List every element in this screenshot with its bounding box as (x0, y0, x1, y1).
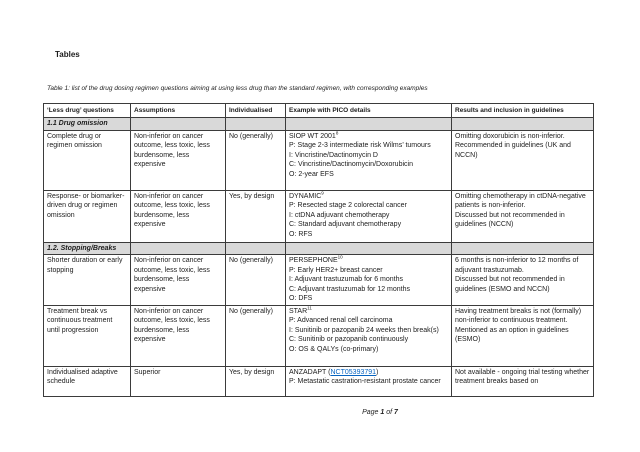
page-footer (310, 409, 450, 416)
trial-line (289, 192, 448, 202)
pico-line: I: Adjuvant trastuzumab for 6 months (289, 276, 404, 283)
column-header-results: Results and inclusion in guidelines (452, 104, 594, 118)
cell-example (286, 130, 452, 190)
nct-trial-link[interactable]: NCT05393791 (330, 368, 377, 376)
cell-example (286, 366, 452, 396)
results-text: Discussed but not recommended in guidelines (ESMO and NCCN) (455, 276, 565, 293)
trial-name-suffix: ) (376, 368, 379, 376)
cell-assumptions: Non-inferior on cancer outcome, less toxic, less burdensome, less expensive (131, 305, 226, 366)
cell-results (452, 255, 594, 306)
results-text: Omitting chemotherapy in ctDNA-negative patients is non-inferior. (455, 192, 586, 209)
cell-question: Response- or biomarker-driven drug or regimen omission (44, 190, 131, 242)
pico-line: I: ctDNA adjuvant chemotherapy (289, 211, 390, 219)
section-row-stopping-breaks (44, 242, 594, 255)
empty-cell (286, 118, 452, 131)
column-header-individualised: Individualised (226, 104, 286, 118)
cell-assumptions: Superior (131, 366, 226, 396)
table-row (44, 255, 594, 306)
cell-results (452, 366, 594, 396)
table-row (44, 190, 594, 242)
section-title: 1.2. Stopping/Breaks (44, 242, 131, 255)
pico-line: O: RFS (289, 230, 313, 238)
pico-line: I: Sunitinib or pazopanib 24 weeks then break(s) (289, 326, 439, 334)
pico-line: O: 2-year EFS (289, 170, 334, 178)
table-caption: Table 1: list of the drug dosing regimen questions aiming at using less drug than the standard regimen, with corresponding examples (47, 85, 428, 92)
pico-line: C: Vincristine/Dactinomycin/Doxorubicin (289, 161, 413, 168)
footer-of-word: of (386, 409, 393, 416)
cell-assumptions: Non-inferior on cancer outcome, less toxic, less burdensome, less expensive (131, 130, 226, 190)
results-text: Not available - ongoing trial testing whether treatment breaks based on (455, 368, 590, 385)
reference-superscript: 9 (321, 190, 324, 196)
column-header-assumptions: Assumptions (131, 104, 226, 118)
column-header-example: Example with PICO details (286, 104, 452, 118)
empty-cell (452, 118, 594, 131)
document-heading: Tables (55, 50, 80, 59)
pico-line: C: Standard adjuvant chemotherapy (289, 221, 402, 228)
footer-page-word: Page (362, 409, 379, 416)
section-title: 1.1 Drug omission (44, 118, 131, 131)
cell-question: Individualised adaptive schedule (44, 366, 131, 396)
results-text: Mentioned as an option in guidelines (ESMO) (455, 326, 569, 343)
footer-page-number: 1 (380, 409, 385, 416)
pico-line: C: Adjuvant trastuzumab for 12 months (289, 285, 411, 293)
empty-cell (226, 118, 286, 131)
cell-question: Shorter duration or early stopping (44, 255, 131, 306)
cell-example (286, 255, 452, 306)
empty-cell (286, 242, 452, 255)
cell-individualised: Yes, by design (226, 366, 286, 396)
cell-example (286, 190, 452, 242)
cell-example (286, 305, 452, 366)
cell-question: Complete drug or regimen omission (44, 130, 131, 190)
results-text: 6 months is non-inferior to 12 months of adjuvant trastuzumab. (455, 257, 579, 274)
trial-line (289, 307, 448, 317)
cell-individualised: No (generally) (226, 305, 286, 366)
results-text: Omitting doxorubicin is non-inferior. (455, 132, 565, 140)
pico-line: O: OS & QALYs (co-primary) (289, 345, 379, 353)
trial-line (289, 132, 448, 142)
pico-line: P: Stage 2-3 intermediate risk Wilms’ tumours (289, 142, 431, 149)
section-row-drug-omission (44, 118, 594, 131)
header-row (44, 104, 594, 118)
cell-results (452, 305, 594, 366)
column-header-questions: ‘Less drug’ questions (44, 104, 131, 118)
cell-assumptions: Non-inferior on cancer outcome, less toxic, less burdensome, less expensive (131, 190, 226, 242)
cell-question: Treatment break vs continuous treatment until progression (44, 305, 131, 366)
empty-cell (226, 242, 286, 255)
cell-results (452, 130, 594, 190)
pico-line: P: Metastatic castration-resistant prostate cancer (289, 378, 441, 385)
footer-total-pages: 7 (394, 409, 398, 416)
pico-line: C: Sunitinib or pazopanib continuously (289, 336, 409, 343)
reference-superscript: 10 (337, 254, 343, 260)
empty-cell (131, 242, 226, 255)
cell-individualised: No (generally) (226, 130, 286, 190)
reference-superscript: 11 (307, 305, 312, 311)
cell-assumptions: Non-inferior on cancer outcome, less toxic, less burdensome, less expensive (131, 255, 226, 306)
results-text: Having treatment breaks is not (formally) non-inferior to continuous treatment. (455, 307, 582, 324)
empty-cell (131, 118, 226, 131)
cell-individualised: Yes, by design (226, 190, 286, 242)
pico-line: P: Advanced renal cell carcinoma (289, 317, 393, 324)
trial-name: PERSEPHONE (289, 257, 338, 264)
reference-superscript: 8 (335, 130, 339, 136)
empty-cell (452, 242, 594, 255)
trial-name: DYNAMIC (289, 192, 322, 200)
trial-name: SIOP WT 2001 (289, 132, 336, 140)
pico-line: P: Early HER2+ breast cancer (289, 266, 383, 274)
results-text: Recommended in guidelines (UK and NCCN) (455, 142, 571, 159)
table-row (44, 366, 594, 396)
results-text: Discussed but not recommended in guidelines (NCCN) (455, 211, 565, 228)
table-row (44, 130, 594, 190)
cell-results (452, 190, 594, 242)
trial-line (289, 368, 448, 378)
table-row (44, 305, 594, 366)
pico-line: I: Vincristine/Dactinomycin D (289, 151, 378, 159)
trial-name: ANZADAPT ( (289, 368, 331, 376)
cell-individualised: No (generally) (226, 255, 286, 306)
trial-name: STAR (289, 307, 308, 315)
dosing-regimen-table (43, 103, 594, 397)
pico-line: O: DFS (289, 295, 313, 302)
pico-line: P: Resected stage 2 colorectal cancer (289, 202, 407, 209)
trial-line (289, 256, 448, 266)
